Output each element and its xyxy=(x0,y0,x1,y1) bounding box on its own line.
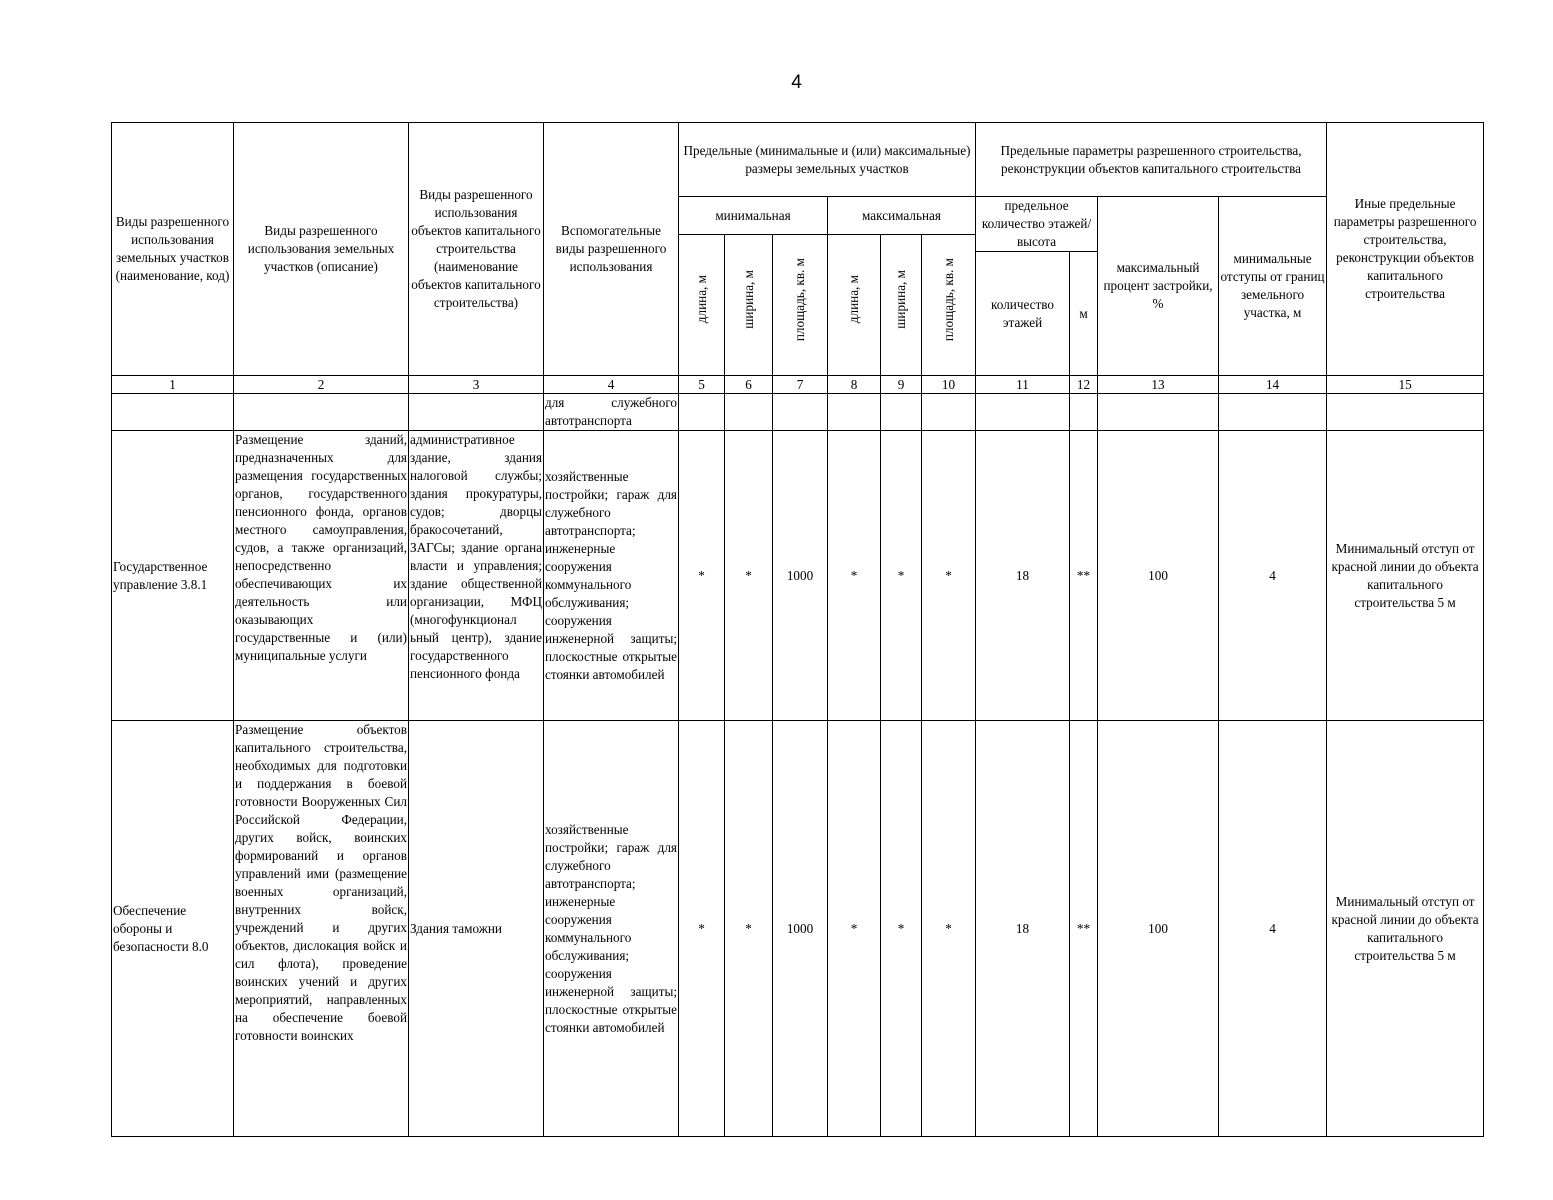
column-number: 4 xyxy=(544,376,679,394)
cell-max-length: * xyxy=(828,721,881,1137)
cell-building-use-name xyxy=(409,394,544,431)
cell-floors: 18 xyxy=(976,431,1070,721)
cell-max-area: * xyxy=(922,721,976,1137)
column-number: 9 xyxy=(881,376,922,394)
header-minimal: минимальная xyxy=(679,197,828,235)
cell-floors: 18 xyxy=(976,721,1070,1137)
cell-min-length: * xyxy=(679,431,725,721)
cell-min-area: 1000 xyxy=(773,431,828,721)
column-number: 1 xyxy=(112,376,234,394)
cell-min-length: * xyxy=(679,721,725,1137)
cell-floors xyxy=(976,394,1070,431)
header-height-m: м xyxy=(1070,252,1098,376)
cell-max-width: * xyxy=(881,431,922,721)
cell-height: ** xyxy=(1070,431,1098,721)
header-land-use-description: Виды разрешенного использования земельных участков (описание) xyxy=(234,123,409,376)
land-use-table xyxy=(111,122,1484,1137)
header-max-length: длина, м xyxy=(828,235,881,376)
cell-building-use-name: административное здание, здания налоговой службы; здания прокуратуры, судов; дворцы бракосочетаний, ЗАГСы; здание органа власти и управления; здание общественной организации, МФЦ (многофункционал ьный центр), здание государственного пенсионного фонда xyxy=(409,431,544,721)
table-row xyxy=(112,721,1484,1137)
column-number: 6 xyxy=(725,376,773,394)
cell-land-use-name: Обеспечение обороны и безопасности 8.0 xyxy=(112,721,234,1137)
cell-min-area xyxy=(773,394,828,431)
cell-max-width: * xyxy=(881,721,922,1137)
header-max-coverage: максимальный процент застройки, % xyxy=(1098,197,1219,376)
cell-min-width xyxy=(725,394,773,431)
cell-setback xyxy=(1219,394,1327,431)
column-number: 2 xyxy=(234,376,409,394)
cell-setback: 4 xyxy=(1219,721,1327,1137)
header-max-area: площадь, кв. м xyxy=(922,235,976,376)
cell-coverage: 100 xyxy=(1098,721,1219,1137)
cell-auxiliary-use: хозяйственные постройки; гараж для служебного автотранспорта; инженерные сооружения коммунального обслуживания; сооружения инженерной защиты; плоскостные открытые стоянки автомобилей xyxy=(544,721,679,1137)
column-number: 8 xyxy=(828,376,881,394)
column-number: 10 xyxy=(922,376,976,394)
column-number: 3 xyxy=(409,376,544,394)
column-number: 11 xyxy=(976,376,1070,394)
cell-coverage xyxy=(1098,394,1219,431)
header-min-setback: минимальные отступы от границ земельного участка, м xyxy=(1219,197,1327,376)
column-number: 14 xyxy=(1219,376,1327,394)
column-number: 13 xyxy=(1098,376,1219,394)
cell-min-length xyxy=(679,394,725,431)
column-numbers-row xyxy=(112,376,1484,394)
header-maximal: максимальная xyxy=(828,197,976,235)
cell-height xyxy=(1070,394,1098,431)
header-other-parameters: Иные предельные параметры разрешенного строительства, реконструкции объектов капитального строительства xyxy=(1327,123,1484,376)
page-number: 4 xyxy=(791,72,802,93)
cell-other: Минимальный отступ от красной линии до объекта капитального строительства 5 м xyxy=(1327,721,1484,1137)
header-auxiliary-use: Вспомогательные виды разрешенного использования xyxy=(544,123,679,376)
cell-max-length: * xyxy=(828,431,881,721)
header-floors-height: предельное количество этажей/высота xyxy=(976,197,1098,252)
cell-height: ** xyxy=(1070,721,1098,1137)
cell-min-width: * xyxy=(725,431,773,721)
cell-building-use-name: Здания таможни xyxy=(409,721,544,1137)
header-min-length: длина, м xyxy=(679,235,725,376)
column-number: 5 xyxy=(679,376,725,394)
table-row xyxy=(112,394,1484,431)
header-min-width: ширина, м xyxy=(725,235,773,376)
header-land-use-name: Виды разрешенного использования земельных участков (наименование, код) xyxy=(112,123,234,376)
cell-max-length xyxy=(828,394,881,431)
cell-max-area: * xyxy=(922,431,976,721)
column-number: 7 xyxy=(773,376,828,394)
header-construction-limits: Предельные параметры разрешенного строительства, реконструкции объектов капитального строительства xyxy=(976,123,1327,197)
header-max-width: ширина, м xyxy=(881,235,922,376)
column-number: 12 xyxy=(1070,376,1098,394)
cell-land-use-name: Государственное управление 3.8.1 xyxy=(112,431,234,721)
cell-max-area xyxy=(922,394,976,431)
cell-auxiliary-use: для служебного автотранспорта xyxy=(544,394,679,431)
cell-other xyxy=(1327,394,1484,431)
cell-auxiliary-use: хозяйственные постройки; гараж для служебного автотранспорта; инженерные сооружения коммунального обслуживания; сооружения инженерной защиты; плоскостные открытые стоянки автомобилей xyxy=(544,431,679,721)
header-building-use-name: Виды разрешенного использования объектов капитального строительства (наименование объектов капитального строительства) xyxy=(409,123,544,376)
cell-land-use-name xyxy=(112,394,234,431)
header-row-1 xyxy=(112,123,1484,197)
cell-land-use-description: Размещение объектов капитального строительства, необходимых для подготовки и поддержания в боевой готовности Вооруженных Сил Российской Федерации, других войск, воинских формирований и органов управлений ими (размещение военных организаций, внутренних войск, учреждений и других объектов, дислокация войск и сил флота), проведение воинских учений и других мероприятий, направленных на обеспечение боевой готовности воинских xyxy=(234,721,409,1137)
table-row xyxy=(112,431,1484,721)
cell-land-use-description xyxy=(234,394,409,431)
cell-other: Минимальный отступ от красной линии до объекта капитального строительства 5 м xyxy=(1327,431,1484,721)
cell-min-area: 1000 xyxy=(773,721,828,1137)
header-floors-count: количество этажей xyxy=(976,252,1070,376)
header-min-area: площадь, кв. м xyxy=(773,235,828,376)
cell-setback: 4 xyxy=(1219,431,1327,721)
cell-min-width: * xyxy=(725,721,773,1137)
cell-land-use-description: Размещение зданий, предназначенных для размещения государственных органов, государственного пенсионного фонда, органов местного самоуправления, судов, а также организаций, непосредственно обеспечивающих их деятельность или оказывающих государственные и (или) муниципальные услуги xyxy=(234,431,409,721)
cell-max-width xyxy=(881,394,922,431)
cell-coverage: 100 xyxy=(1098,431,1219,721)
header-plot-size-limits: Предельные (минимальные и (или) максимальные) размеры земельных участков xyxy=(679,123,976,197)
column-number: 15 xyxy=(1327,376,1484,394)
